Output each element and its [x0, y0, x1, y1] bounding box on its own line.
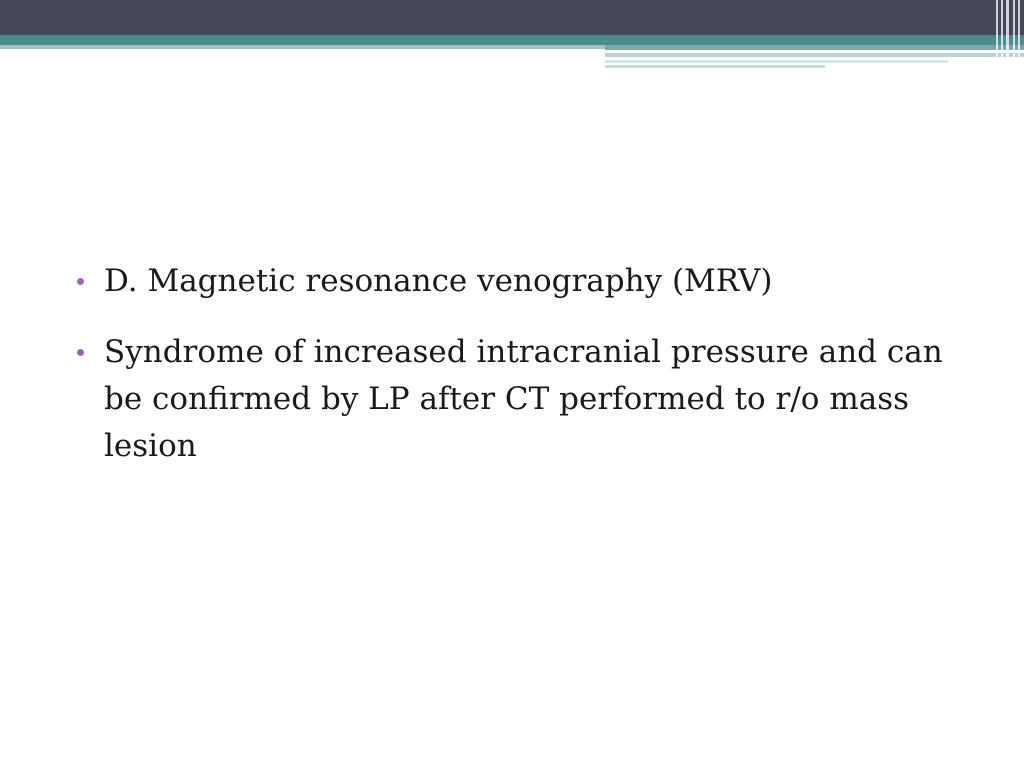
- header-decorative-stripes: [994, 0, 1024, 70]
- header-accent-band: [605, 45, 1024, 50]
- bullet-item: [75, 329, 975, 470]
- bullet-dot-icon: [77, 349, 84, 356]
- header-accent-band: [605, 53, 1024, 57]
- bullet-text: Syndrome of increased intracranial pressure and can be confirmed by LP after CT performed to r/o mass lesion: [104, 334, 943, 464]
- bullet-dot-icon: [77, 278, 84, 285]
- header-accent-band: [605, 60, 948, 63]
- header-bar-teal-light: [0, 45, 605, 49]
- header-accent-band: [605, 65, 825, 68]
- header-bar-teal: [0, 35, 1024, 45]
- bullet-list: [75, 258, 975, 494]
- header-bar-dark: [0, 0, 1024, 35]
- bullet-text: D. Magnetic resonance venography (MRV): [104, 263, 773, 299]
- bullet-item: [75, 258, 975, 305]
